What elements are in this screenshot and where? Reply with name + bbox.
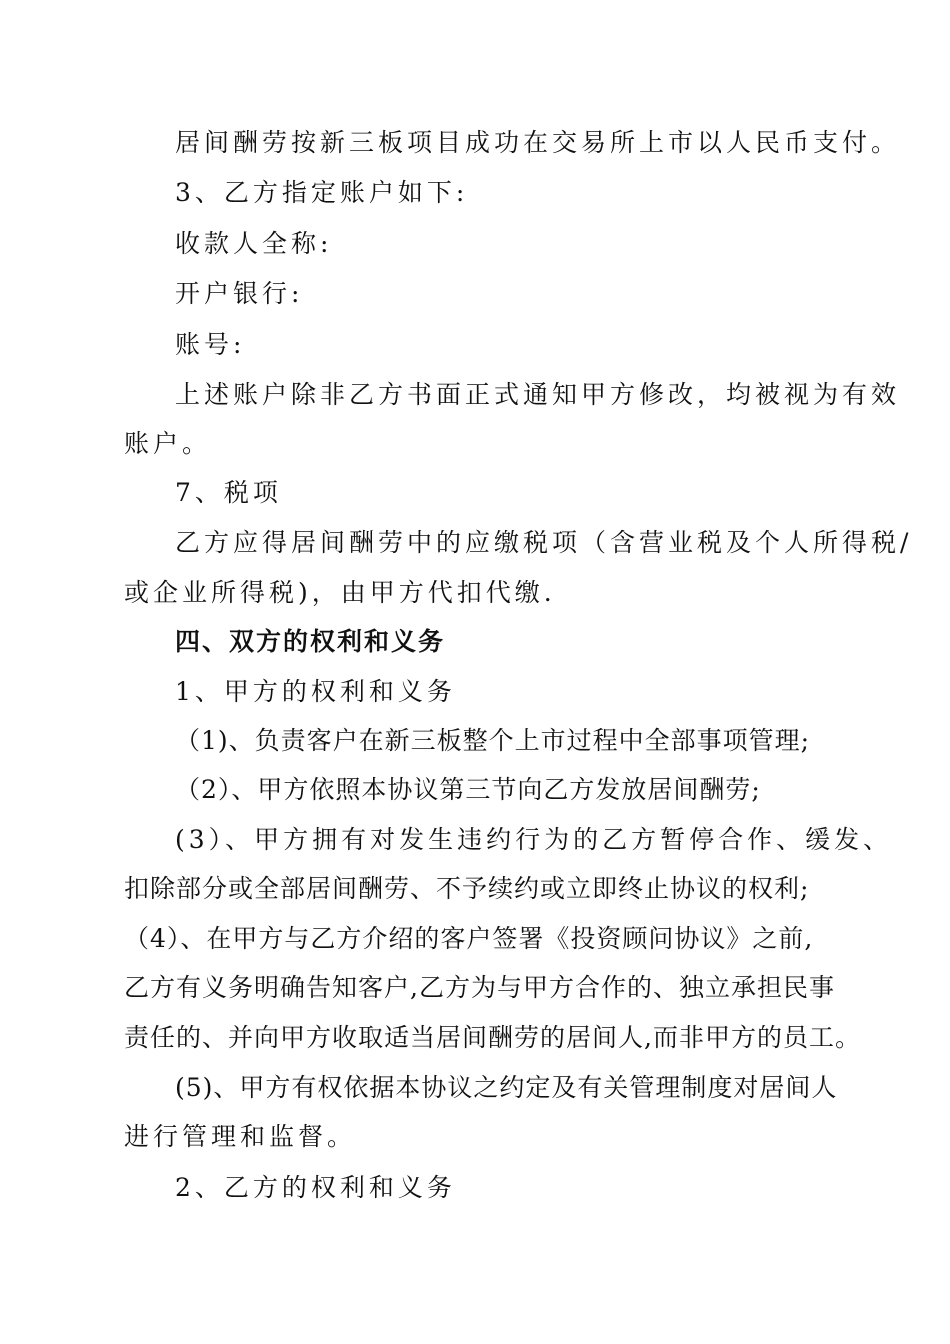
party-a-item-3-line-2: 扣除部分或全部居间酬劳、不予续约或立即终止协议的权利; — [124, 874, 810, 903]
clause-3-heading: 3、乙方指定账户如下: — [175, 178, 469, 207]
account-validity-text-line-1: 上述账户除非乙方书面正式通知甲方修改，均被视为有效 — [175, 380, 901, 409]
party-a-item-1: （1)、负责客户在新三板整个上市过程中全部事项管理; — [175, 726, 811, 755]
section-4-heading: 四、双方的权利和义务 — [175, 627, 446, 656]
party-a-item-5-line-2: 进行管理和监督。 — [124, 1122, 357, 1151]
party-a-item-3-line-1: (3）、甲方拥有对发生违约行为的乙方暂停合作、缓发、 — [175, 825, 893, 854]
bank-label: 开户银行: — [175, 279, 304, 308]
tax-text-line-2: 或企业所得税)，由甲方代扣代缴. — [124, 578, 556, 607]
party-b-rights-heading: 2、乙方的权利和义务 — [175, 1173, 456, 1202]
paragraph-payment-method: 居间酬劳按新三板项目成功在交易所上市以人民币支付。 — [175, 128, 901, 157]
party-a-rights-heading: 1、甲方的权利和义务 — [175, 677, 456, 706]
account-number-label: 账号: — [175, 330, 246, 359]
payee-name-label: 收款人全称: — [175, 229, 333, 258]
party-a-item-4-line-2: 乙方有义务明确告知客户,乙方为与甲方合作的、独立承担民事 — [124, 973, 835, 1002]
tax-text-line-1: 乙方应得居间酬劳中的应缴税项（含营业税及个人所得税/ — [175, 528, 913, 557]
party-a-item-4-line-1: （4）、在甲方与乙方介绍的客户签署《投资顾问协议》之前, — [124, 924, 814, 953]
party-a-item-2: （2）、甲方依照本协议第三节向乙方发放居间酬劳; — [175, 775, 761, 804]
account-validity-text-line-2: 账户。 — [124, 429, 212, 458]
party-a-item-5-line-1: (5)、甲方有权依据本协议之约定及有关管理制度对居间人 — [175, 1073, 838, 1102]
clause-7-heading: 7、税项 — [175, 478, 282, 507]
party-a-item-4-line-3: 责任的、并向甲方收取适当居间酬劳的居间人,而非甲方的员工。 — [124, 1023, 861, 1052]
